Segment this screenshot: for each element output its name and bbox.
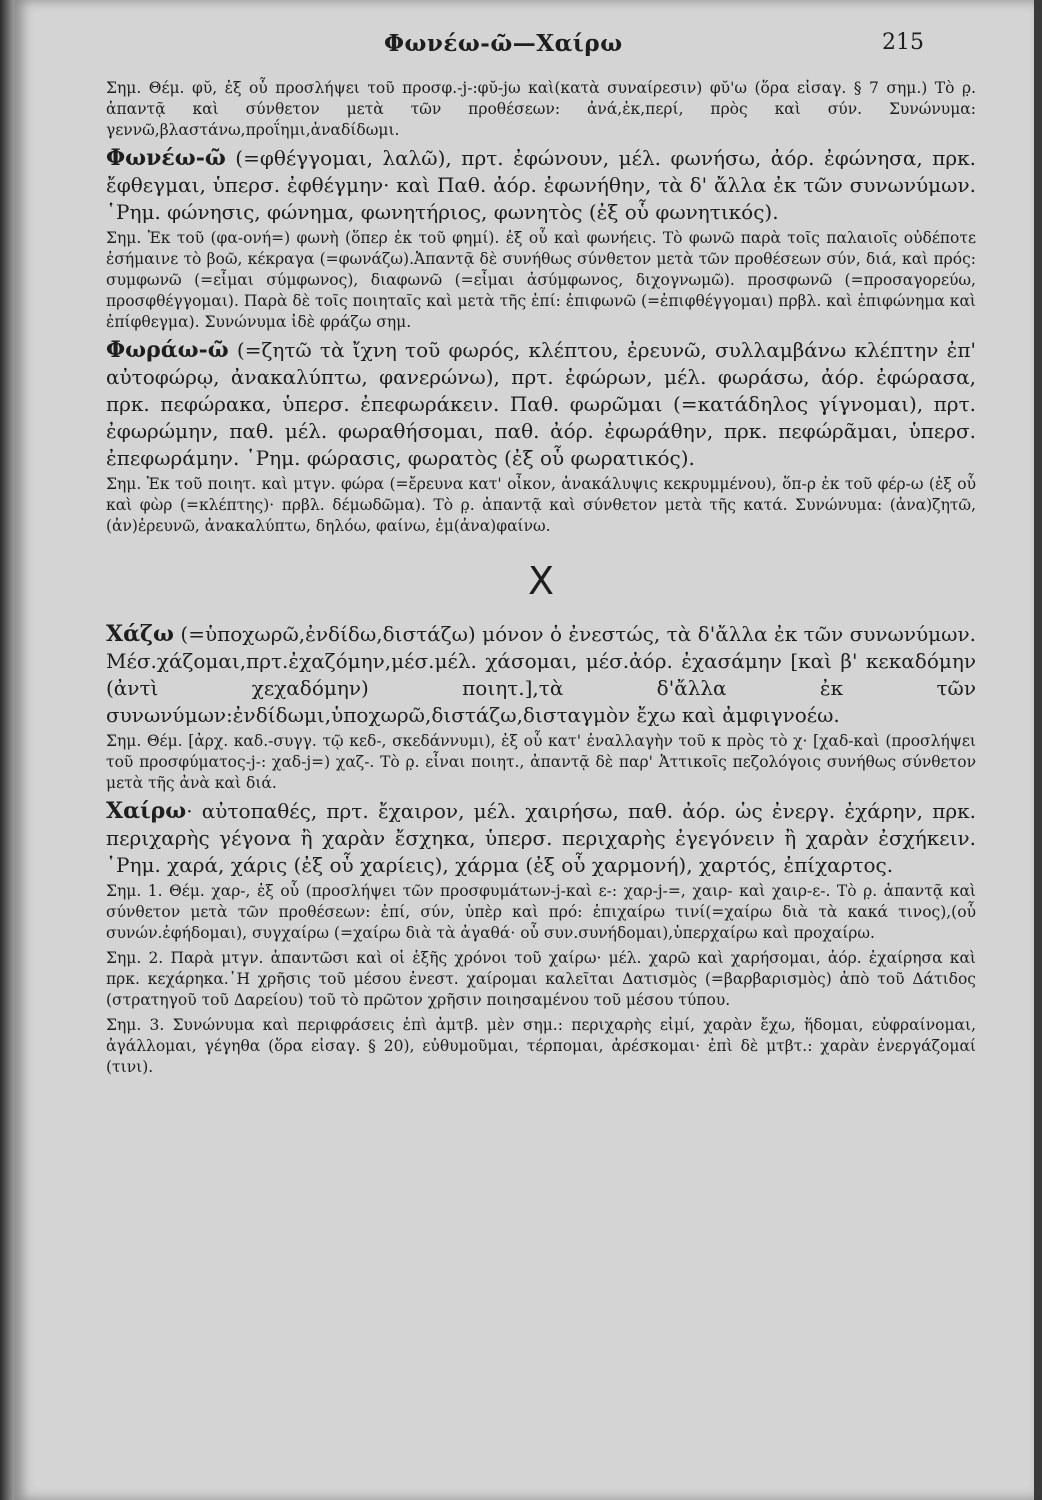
entry-body: (=φθέγγομαι, λαλῶ), πρτ. ἐφώνουν, μέλ. φωνήσω, ἀόρ. ἐφώνησα, πρκ. ἔφθεγμαι, ὑπερσ. ἐφθέγμην· καὶ Παθ. ἀόρ. ἐφωνήθην, τὰ δ' ἄλλα ἐκ τῶν συνωνύμων. ῾Ρημ. φώνησις, φώνημα, φωνητήριος, φωνητὸς (ἐξ οὗ φωνητικός).	[106, 146, 976, 224]
note-paragraph: Σημ. Ἐκ τοῦ ποιητ. καὶ μτγν. φώρα (=ἔρευνα κατ' οἶκον, ἀνακάλυψις κεκρυμμένου), ὅπ-ρ ἐκ τοῦ φέρ-ω (ἐξ οὗ καὶ φὼρ (=κλέπτης)· πρβλ. δέμωδῶμα). Τὸ ρ̣. ἁπαντᾷ καὶ σύνθετον μετὰ τῆς κατά. Συνώνυμα: (ἀνα)ζητῶ, (ἀν)ἐρευνῶ, ἀνακαλύπτω, δηλόω, φαίνω, ἐμ(ἀνα)φαίνω.	[106, 475, 976, 535]
dictionary-entry	[106, 145, 976, 226]
entry-body: · αὐτοπαθές, πρτ. ἔχαιρον, μέλ. χαιρήσω, παθ. ἀόρ. ὡς ἐνεργ. ἐχάρην, πρκ. περιχαρὴς γέγονα ἢ χαρὰν ἔσχηκα, ὑπερσ. περιχαρὴς ἐγεγόνειν ἢ χαρὰν ἐσχήκειν. ῾Ρημ. χαρά, χάρις (ἐξ οὗ χαρίεις), χάρμα (ἐξ οὗ χαρμονή), χαρτός, ἐπίχαρτος.	[106, 799, 976, 877]
entry-lemma: Χάζω	[106, 621, 174, 647]
dictionary-entry	[106, 621, 976, 729]
entry-body: (=ὑποχωρῶ,ἐνδίδω,διστάζω) μόνον ὁ ἐνεστώς, τὰ δ'ἄλλα ἐκ τῶν συνωνύμων. Μέσ.χάζομαι,πρτ.ἐχαζόμην,μέσ.μέλ. χάσομαι, μέσ.ἀόρ. ἐχασάμην [καὶ β' κεκαδόμην (ἀντὶ χεχαδόμην) ποιητ.],τὰ δ'ἄλλα ἐκ τῶν συνωνύμων:ἐνδίδωμι,ὑποχωρῶ,διστάζω,δισταγμὸν ἔχω καὶ ἀμφιγνοέω.	[106, 622, 976, 727]
dictionary-entry	[106, 337, 976, 472]
note-paragraph: Σημ. 1. Θέμ. χαρ-, ἐξ οὗ (προσλήψει τῶν προσφυμάτων-j-καὶ ε-: χαρ-j-=, χαιρ- καὶ χαιρ-ε-. Τὸ ρ̣. ἁπαντᾷ καὶ σύνθετον μετὰ τῶν προθέσεων: ἐπί, σύν, ὑπὲρ καὶ πρό: ἐπιχαίρω τινί(=χαίρω διὰ τὰ κακά τινος),(οὗ συνών.ἐφήδομαι), συγχαίρω (=χαίρω διὰ τὰ ἀγαθά· οὗ συν.συνήδομαι),ὑπερχαίρω καὶ προχαίρω.	[106, 882, 976, 942]
page-number: 215	[882, 30, 924, 55]
note-paragraph: Σημ. Ἐκ τοῦ (φα-ονή=) φωνὴ (ὅπερ ἐκ τοῦ φημί). ἐξ οὗ καὶ φωνήεις. Τὸ φωνῶ παρὰ τοῖς παλαιοῖς οὐδέποτε ἐσήμαινε τὸ βοῶ, κέκραγα (=φωνάζω).Ἀπαντᾷ δὲ συνήθως σύνθετον μετὰ τῶν προθέσεων σύν, διά, καὶ πρός: συμφωνῶ (=εἶμαι σύμφωνος), διαφωνῶ (=εἶμαι ἀσύμφωνος, διχογνωμῶ). προσφωνῶ (=προσαγορεύω, προσφθέγγομαι). Παρὰ δὲ τοῖς ποιηταῖς καὶ μετὰ τῆς ἐπί: ἐπιφωνῶ (=ἐπιφθέγγομαι) πρβλ. καὶ ἐπιφώνημα καὶ ἐπίφθεγμα). Συνώνυμα ἰδὲ φράζω σημ.	[106, 229, 976, 331]
note-paragraph: Σημ. 2. Παρὰ μτγν. ἀπαντῶσι καὶ οἱ ἑξῆς χρόνοι τοῦ χαίρω· μέλ. χαρῶ καὶ χαρήσομαι, ἀόρ. ἐχαίρησα καὶ πρκ. κεχάρηκα.῾Η χρῆσις τοῦ μέσου ἐνεστ. χαίρομαι καλεῖται Δατισμὸς (=βαρβαρισμὸς) ἀπὸ τοῦ Δάτιδος (στρατηγοῦ τοῦ Δαρείου) τοῦ τὸ πρῶτον χρῆσιν ποιησαμένου τοῦ μέσου τύπου.	[106, 949, 976, 1009]
letter-section-heading: Χ	[527, 559, 555, 603]
entry-body: (=ζητῶ τὰ ἴχνη τοῦ φωρός, κλέπτου, ἐρευνῶ, συλλαμβάνω κλέπτην ἐπ' αὐτοφώρῳ, ἀνακαλύπτω, φανερώνω), πρτ. ἐφώρων, μέλ. φωράσω, ἀόρ. ἐφώρασα, πρκ. πεφώρακα, ὑπερσ. ἐπεφωράκειν. Παθ. φωρῶμαι (=κατάδηλος γίγνομαι), πρτ. ἐφωρώμην, παθ. μέλ. φωραθήσομαι, παθ. ἀόρ. ἐφωράθην, πρκ. πεφώρᾶμαι, ὑπερσ. ἐπεφωράμην. ῾Ρημ. φώρασις, φωρατὸς (ἐξ οὗ φωρατικός).	[106, 338, 976, 470]
running-head: Φωνέω-ῶ—Χαίρω	[384, 30, 623, 57]
entry-lemma: Φωράω-ῶ	[106, 337, 229, 363]
entry-lemma: Φωνέω-ῶ	[106, 145, 226, 171]
note-paragraph: Σημ. Θέμ. φῠ, ἐξ οὗ προσλήψει τοῦ προσφ.-j-:φῠ-jω καὶ(κατὰ συναίρεσιν) φῠ'ω (ὅρα εἰσαγ. § 7 σημ.) Τὸ ρ̣. ἁπαντᾷ καὶ σύνθετον μετὰ τῶν προθέσεων: ἀνά,ἐκ,περί, πρὸς καὶ σύν. Συνώνυμα: γεννῶ,βλαστάνω,προΐημι,ἀναδίδωμι.	[106, 79, 976, 139]
note-paragraph: Σημ. 3. Συνώνυμα καὶ περιφράσεις ἐπὶ ἀμτβ. μὲν σημ.: περιχαρὴς εἰμί, χαρὰν ἔχω, ἥδομαι, εὐφραίνομαι, ἀγάλλομαι, γέγηθα (ὅρα εἰσαγ. § 20), εὐθυμοῦμαι, τέρπομαι, ἀρέσκομαι· ἐπὶ δὲ μτβτ.: χαρὰν ἐνεργάζομαί (τινι).	[106, 1016, 976, 1076]
note-paragraph: Σημ. Θέμ. [ἀρχ. καδ.-συγγ. τῷ κεδ-, σκεδάννυμι), ἐξ οὗ κατ' ἐναλλαγὴν τοῦ κ πρὸς τὸ χ· [χαδ-καὶ (προσλήψει τοῦ προσφύματος-j-: χαδ-j=) χαζ-. Τὸ ρ̣. εἶναι ποιητ., ἀπαντᾷ δὲ παρ' Ἀττικοῖς πεζολόγοις συνήθως σύνθετον μετὰ τῆς ἀνὰ καὶ διά.	[106, 732, 976, 792]
entry-lemma: Χαίρω	[106, 798, 187, 824]
book-page	[14, 0, 1034, 1500]
book-gutter	[0, 0, 14, 1500]
page-content	[106, 78, 976, 1082]
page-header	[384, 30, 924, 62]
dictionary-entry	[106, 798, 976, 879]
